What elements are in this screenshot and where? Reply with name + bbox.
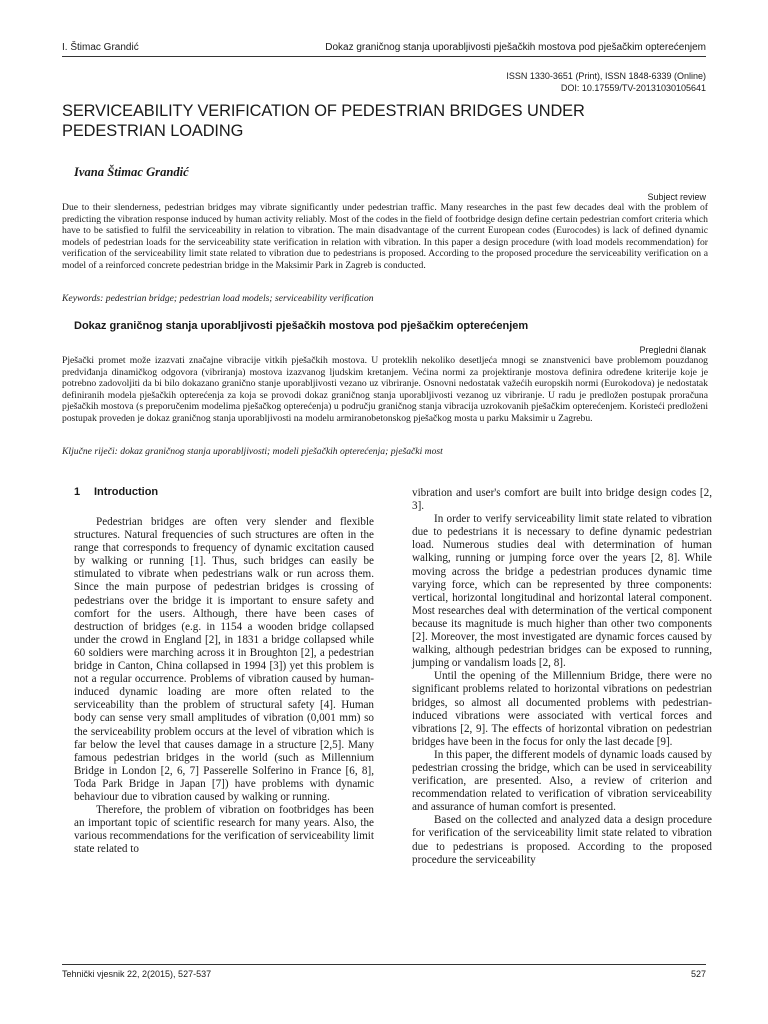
doi-line: DOI: 10.17559/TV-20131030105641 — [560, 83, 706, 93]
body-column-left — [74, 516, 374, 856]
issn-line: ISSN 1330-3651 (Print), ISSN 1848-6339 (Online) — [506, 71, 706, 81]
croatian-article-type-label: Pregledni članak — [639, 345, 706, 355]
body-paragraph: Pedestrian bridges are often very slender and flexible structures. Natural frequencies of such structures are often in the range that corresponds to frequency of dynamic excitation caused by walking or running [1]. Thus, such bridges can easily be stimulated to vibrate when pedestrians walk or run across them. Since the main purpose of pedestrian bridges is crossing of pedestrians over the bridge it is important to ensure safety and comfort for the users. Although, there have been cases of destruction of bridges (e.g. in 1154 a wooden bridge collapsed under the crowd in England [2], in 1831 a bridge collapsed while 60 soldiers were marching across it in Broughton [2], a pedestrian bridge in Canton, China collapsed in 1994 [3]) yet this problem is not a regular occurrence. Problems of vibration caused by human-induced dynamic loading are more often related to the serviceability than the problem of structural safety [4]. Human body can sense very small amplitudes of vibration (0,001 mm) so the serviceability problem occurs at the level of vibration which is far below the level that causes damage in a structure [2,5]. Many famous pedestrian bridges in the world (such as Millennium Bridge in London [2, 6, 7] Passerelle Solferino in France [6, 8], Toda Park Bridge in Japan [7]) have problems with dynamic behaviour due to vibration caused by walking or running. — [74, 516, 374, 803]
abstract-english: Due to their slenderness, pedestrian bridges may vibrate significantly under pedestrian traffic. Many researches in the past few decades deal with the problem of predicting the vibration response induced by human activity reliably. Most of the codes in the field of footbridge design define certain pedestrian comfort criteria which have to be satisfied to fulfil the serviceability in relation to vibration. The main disadvantage of the current European codes (Eurocodes) is lack of defined dynamic models of pedestrian loads for the serviceability state verification in relation with vibration. In this paper a design procedure (with load models recommendation) for verification of the serviceability limit state related to vibration due to pedestrians is proposed. According to the proposed procedure the serviceability verification on a model of a reinforced concrete pedestrian bridge in the Maksimir Park in Zagreb is conducted. — [62, 202, 708, 271]
page-number: 527 — [690, 969, 706, 979]
issn-block — [506, 70, 706, 94]
journal-citation: Tehnički vjesnik 22, 2(2015), 527-537 — [62, 969, 212, 979]
keywords-croatian: Ključne riječi: dokaz graničnog stanja uporabljivosti; modeli pješačkih opterećenja; pješački most — [62, 446, 443, 457]
abstract-croatian: Pješački promet može izazvati značajne vibracije vitkih pješačkih mostova. U proteklih nekoliko desetljeća mnogi se znanstvenici bave problemom pouzdanog predviđanja dinamičkog odgovora (vibriranja) mostova izazvanog ljudskim kretanjem. Većina normi za projektiranje mostova definira određene kriterije koje je potrebno zadovoljiti da bi bilo dokazano granično stanje uporabljivosti vezano uz vibriranje. Osnovni nedostatak važećih europskih normi (Eurokodova) je nedostatak definiranih modela pješačkih opterećenja za koja se provodi dokaz graničnog stanja uporabljivosti vezanog uz vibriranje. U radu je predložen postupak proračuna pješačkih mostova (s preporučenim modelima pješačkog opterećenja) u području graničnog stanja vibracija uzrokovanih pješačkim opterećenjem. Koristeći predloženi postupak proveden je dokaz graničnog stanja uporabljivosti na modelu armiranobetonskog pješačkog mosta u parku Maksimir u Zagrebu. — [62, 355, 708, 424]
header-rule — [62, 56, 706, 57]
author-name: Ivana Štimac Grandić — [74, 165, 189, 179]
running-author: I. Štimac Grandić — [62, 42, 139, 53]
body-paragraph: vibration and user's comfort are built into bridge design codes [2, 3]. — [412, 487, 712, 513]
body-paragraph: Until the opening of the Millennium Bridge, there were no significant problems related to horizontal vibrations on pedestrian bridges, so almost all documented problems with pedestrian-induced vibrations were associated with vertical forces and vibrations [2, 9]. The effects of horizontal vibration on pedestrian bridges have been in the focus for only the last decade [9]. — [412, 670, 712, 748]
section-title: Introduction — [94, 486, 159, 498]
section-number: 1 — [74, 486, 81, 498]
running-title: Dokaz graničnog stanja uporabljivosti pješačkih mostova pod pješačkim opterećenjem — [325, 42, 706, 53]
keywords-english: Keywords: pedestrian bridge; pedestrian load models; serviceability verification — [62, 293, 374, 304]
paper-title: SERVICEABILITY VERIFICATION OF PEDESTRIAN BRIDGES UNDER PEDESTRIAN LOADING — [62, 102, 585, 140]
body-paragraph: In order to verify serviceability limit state related to vibration due to pedestrians it is necessary to define dynamic pedestrian load. Numerous studies deal with determination of human walking, running or jumping force over the years [2, 8]. While moving across the bridge a pedestrian produces dynamic time varying force, which can be represented by three components: vertical, horizontal longitudinal and horizontal lateral component. Most researches deal with determination of the vertical component because its magnitude is much higher than other two components [2]. Moreover, the most investigated are dynamic forces caused by walking, although pedestrian bridges can be exposed to running, jumping or vandalism loads [2, 8]. — [412, 513, 712, 670]
body-paragraph: In this paper, the different models of dynamic loads caused by pedestrian crossing the bridge, which can be used in serviceability verification, are presented. Also, a review of criterion and recommendation related to verification of vibration serviceability and assurance of human comfort is presented. — [412, 748, 712, 814]
body-column-right — [412, 487, 712, 867]
footer-rule — [62, 964, 706, 965]
croatian-title: Dokaz graničnog stanja uporabljivosti pješačkih mostova pod pješačkim opterećenjem — [74, 320, 529, 332]
article-type-label: Subject review — [647, 192, 706, 202]
body-paragraph: Based on the collected and analyzed data a design procedure for verification of the serviceability limit state related to vibration due to pedestrians is proposed. According to the proposed procedure the serviceability — [412, 814, 712, 866]
body-paragraph: Therefore, the problem of vibration on footbridges has been an important topic of scientific research for many years. Also, the various recommendations for the verification of serviceability limit state related to — [74, 804, 374, 856]
